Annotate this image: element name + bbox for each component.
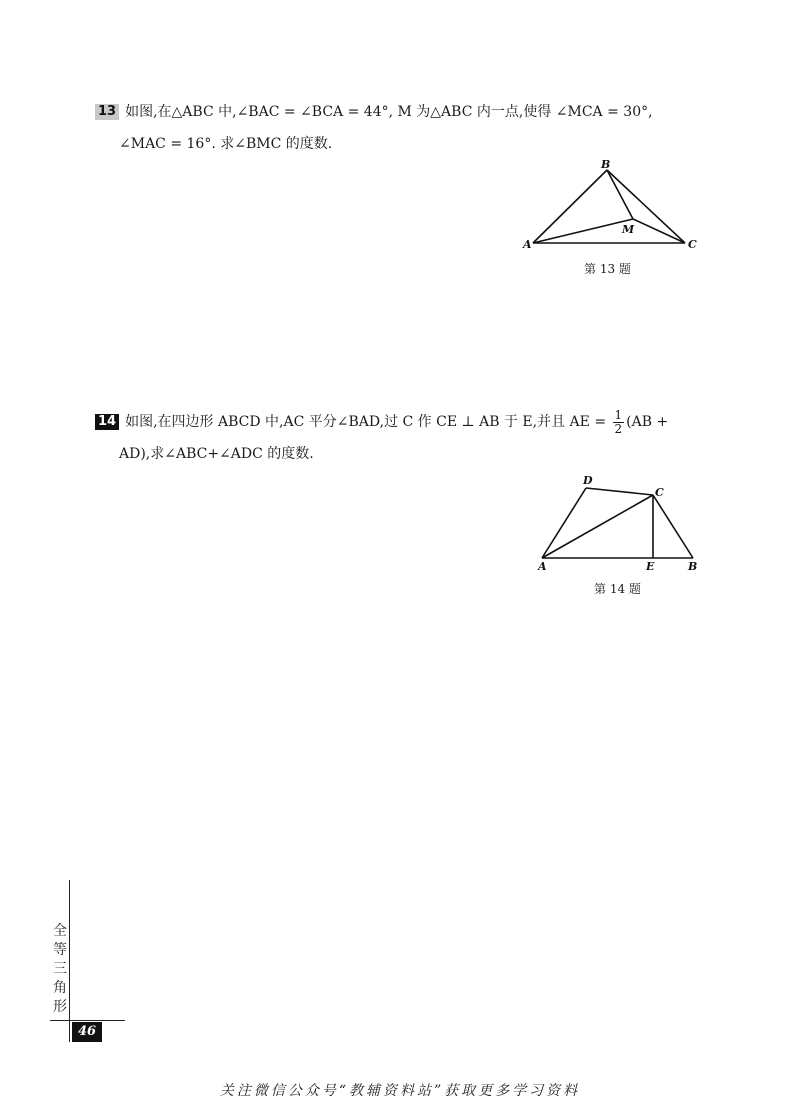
segment-bc — [607, 170, 685, 243]
footer-note: 关注微信公众号“教辅资料站”获取更多学习资料 — [219, 1083, 581, 1099]
label-a: A — [538, 560, 547, 573]
label-d: D — [583, 474, 593, 487]
segment-bm — [607, 170, 633, 219]
chapter-title — [52, 922, 68, 1017]
segment-ab — [533, 170, 607, 243]
chapter-char: 全 — [53, 923, 67, 939]
chapter-char: 形 — [53, 999, 67, 1015]
label-e: E — [646, 560, 655, 573]
problem-14-text-1b: (AB + — [626, 414, 669, 430]
figure-13-caption: 第 13 题 — [584, 262, 631, 276]
chapter-char: 角 — [53, 980, 67, 996]
problem-14-line-2 — [95, 438, 725, 470]
page-number: 46 — [72, 1022, 102, 1042]
fraction-numerator: 1 — [614, 407, 623, 422]
segment-ac — [542, 495, 653, 558]
problem-13-line-1 — [95, 96, 725, 128]
side-rule-horizontal — [50, 1020, 125, 1021]
label-m: M — [622, 223, 635, 236]
problem-13-text-2: ∠MAC = 16°. 求∠BMC 的度数. — [119, 136, 333, 152]
segment-am — [533, 219, 633, 243]
label-c: C — [688, 238, 697, 251]
chapter-char: 等 — [53, 942, 67, 958]
label-a: A — [523, 238, 532, 251]
problem-14-text-2: AD),求∠ABC+∠ADC 的度数. — [119, 446, 314, 462]
figure-14 — [530, 470, 710, 575]
figure-13 — [515, 155, 705, 260]
chapter-char: 三 — [53, 961, 67, 977]
figure-14-caption: 第 14 题 — [594, 582, 641, 596]
problem-14-number: 14 — [95, 414, 119, 430]
label-b: B — [601, 158, 611, 171]
fraction-denominator: 2 — [614, 421, 623, 436]
fraction-one-half — [613, 409, 625, 436]
label-c: C — [655, 486, 664, 499]
problem-13 — [95, 96, 725, 160]
side-rule-vertical — [69, 880, 70, 1042]
problem-14 — [95, 406, 725, 470]
problem-13-text-1: 如图,在△ABC 中,∠BAC = ∠BCA = 44°, M 为△ABC 内一点,使得 ∠MCA = 30°, — [125, 104, 653, 120]
label-b: B — [688, 560, 698, 573]
segment-mc — [633, 219, 685, 243]
segment-cb — [653, 495, 693, 558]
problem-14-text-1a: 如图,在四边形 ABCD 中,AC 平分∠BAD,过 C 作 CE ⊥ AB 于 E,并且 AE = — [125, 414, 607, 430]
segment-dc — [586, 488, 653, 495]
problem-14-line-1 — [95, 406, 725, 438]
problem-13-number: 13 — [95, 104, 119, 120]
segment-ad — [542, 488, 586, 558]
